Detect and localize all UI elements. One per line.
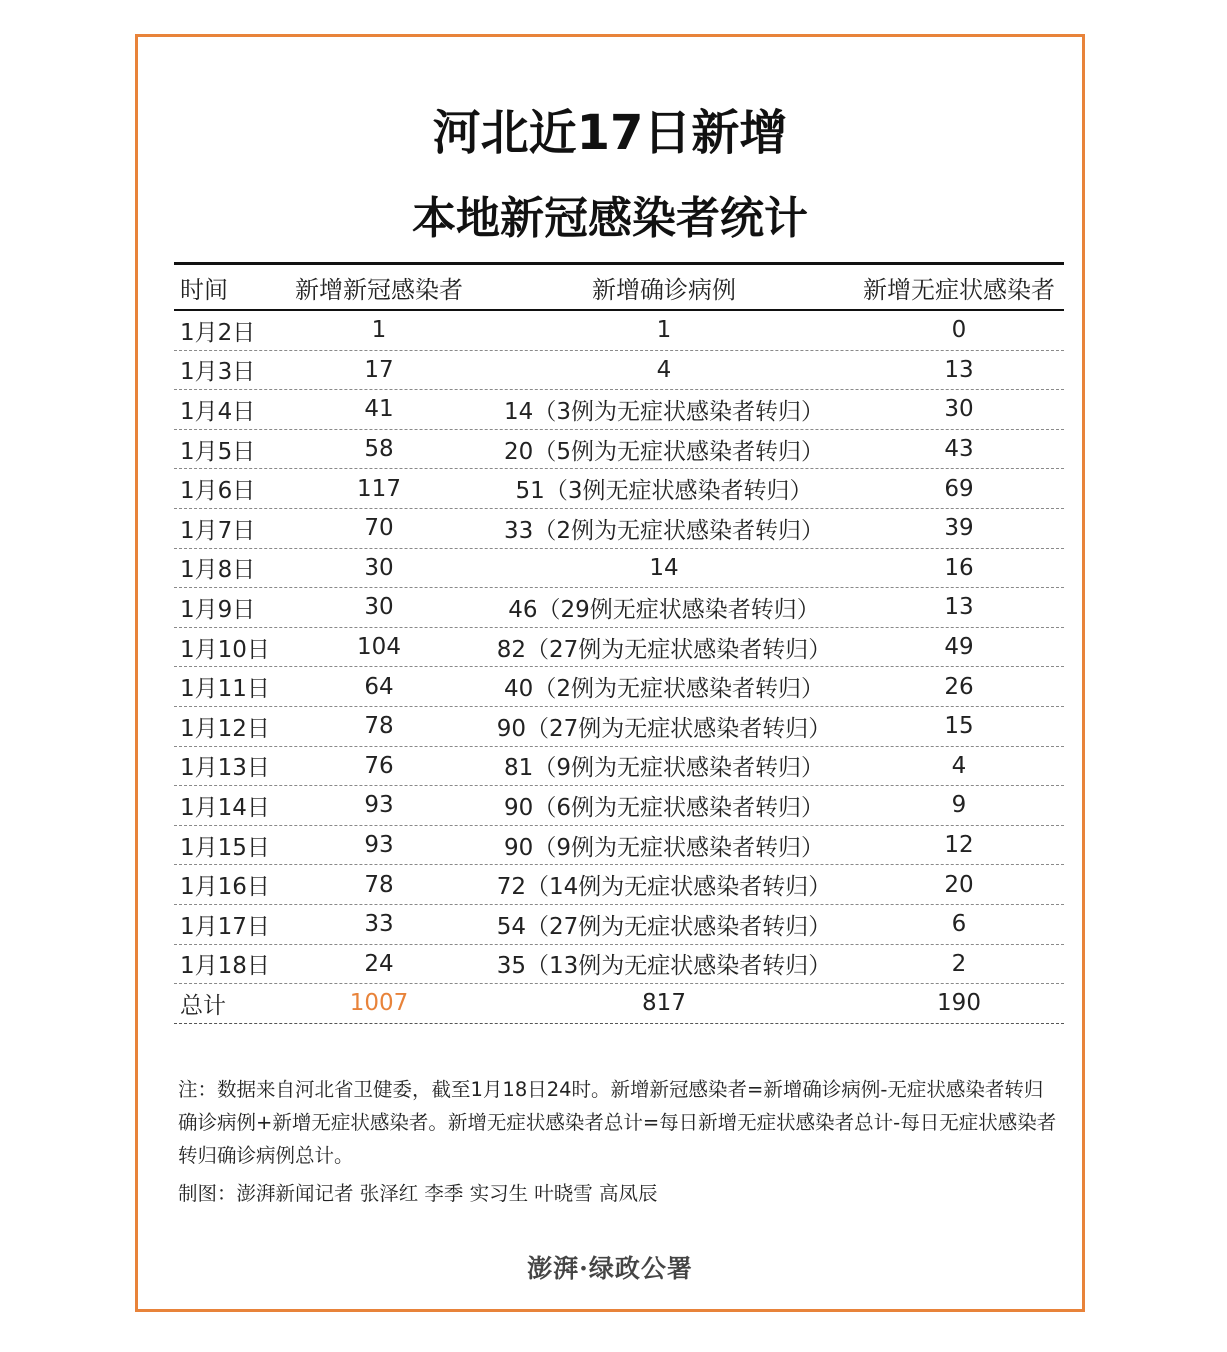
cell-confirmed: 90（27例为无症状感染者转归） [496, 715, 832, 742]
cell-infected: 41 [364, 396, 394, 423]
cell-confirmed: 81（9例为无症状感染者转归） [504, 755, 824, 782]
cell-confirmed: 35（13例为无症状感染者转归） [496, 953, 832, 980]
total-label: 总计 [180, 992, 226, 1019]
cell-date: 1月16日 [180, 874, 270, 901]
cell-infected: 1 [371, 317, 387, 344]
cell-date: 1月12日 [180, 715, 270, 742]
table-row [174, 628, 1064, 668]
cell-asymptomatic: 6 [951, 911, 967, 938]
table-row [174, 549, 1064, 589]
table-row [174, 351, 1064, 391]
cell-asymptomatic: 69 [944, 475, 974, 502]
cell-infected: 64 [364, 673, 394, 700]
cell-confirmed: 72（14例为无症状感染者转归） [496, 874, 832, 901]
cell-asymptomatic: 30 [944, 396, 974, 423]
header-date: 时间 [180, 275, 228, 304]
credit-line: 制图：澎湃新闻记者 张泽红 李季 实习生 叶晓雪 高凤辰 [178, 1182, 658, 1205]
total-confirmed: 817 [642, 990, 686, 1017]
cell-confirmed: 14 [649, 554, 679, 581]
cell-date: 1月5日 [180, 438, 256, 465]
header-asymptomatic: 新增无症状感染者 [863, 275, 1055, 304]
table-row [174, 509, 1064, 549]
table-row-total [174, 984, 1064, 1024]
cell-date: 1月9日 [180, 596, 256, 623]
cell-asymptomatic: 2 [951, 950, 967, 977]
cell-infected: 17 [364, 356, 394, 383]
cell-infected: 78 [364, 871, 394, 898]
cell-asymptomatic: 13 [944, 356, 974, 383]
table-row [174, 588, 1064, 628]
cell-asymptomatic: 20 [944, 871, 974, 898]
cell-infected: 93 [364, 792, 394, 819]
cell-confirmed: 4 [656, 356, 672, 383]
cell-confirmed: 51（3例无症状感染者转归） [515, 478, 813, 505]
cell-asymptomatic: 4 [951, 752, 967, 779]
stats-table [174, 262, 1064, 1024]
table-row [174, 311, 1064, 351]
cell-confirmed: 14（3例为无症状感染者转归） [504, 398, 824, 425]
cell-infected: 30 [364, 554, 394, 581]
cell-date: 1月7日 [180, 517, 256, 544]
infographic-frame [135, 34, 1085, 1312]
cell-infected: 104 [357, 634, 401, 661]
table-row [174, 905, 1064, 945]
cell-asymptomatic: 13 [944, 594, 974, 621]
cell-date: 1月8日 [180, 557, 256, 584]
cell-asymptomatic: 0 [951, 317, 967, 344]
footnote: 注：数据来自河北省卫健委，截至1月18日24时。新增新冠感染者=新增确诊病例-无症状感染者转归确诊病例+新增无症状感染者。新增无症状感染者总计=每日新增无症状感染者总计-每日无症状感染者转归确诊病例总计。 [178, 1078, 1057, 1167]
cell-infected: 24 [364, 950, 394, 977]
cell-date: 1月10日 [180, 636, 270, 663]
table-row [174, 430, 1064, 470]
cell-infected: 58 [364, 436, 394, 463]
cell-date: 1月15日 [180, 834, 270, 861]
cell-confirmed: 20（5例为无症状感染者转归） [504, 438, 824, 465]
total-infected: 1007 [349, 990, 409, 1017]
table-row [174, 667, 1064, 707]
cell-confirmed: 90（6例为无症状感染者转归） [504, 794, 824, 821]
cell-date: 1月18日 [180, 953, 270, 980]
cell-asymptomatic: 12 [944, 832, 974, 859]
cell-asymptomatic: 16 [944, 554, 974, 581]
table-row [174, 747, 1064, 787]
cell-confirmed: 1 [656, 317, 672, 344]
header-infected: 新增新冠感染者 [295, 275, 463, 304]
table-header [174, 262, 1064, 311]
cell-asymptomatic: 9 [951, 792, 967, 819]
cell-infected: 33 [364, 911, 394, 938]
cell-asymptomatic: 39 [944, 515, 974, 542]
table-row [174, 707, 1064, 747]
table-row [174, 469, 1064, 509]
table-row [174, 865, 1064, 905]
cell-date: 1月17日 [180, 913, 270, 940]
cell-confirmed: 90（9例为无症状感染者转归） [504, 834, 824, 861]
cell-infected: 30 [364, 594, 394, 621]
cell-date: 1月11日 [180, 676, 270, 703]
cell-date: 1月13日 [180, 755, 270, 782]
cell-asymptomatic: 15 [944, 713, 974, 740]
cell-date: 1月2日 [180, 319, 256, 346]
table-row [174, 945, 1064, 985]
cell-date: 1月3日 [180, 359, 256, 386]
publisher-logo: 澎湃·绿政公署 [527, 1254, 693, 1283]
header-confirmed: 新增确诊病例 [592, 275, 736, 304]
cell-infected: 117 [357, 475, 401, 502]
cell-date: 1月6日 [180, 478, 256, 505]
table-row [174, 786, 1064, 826]
table-row [174, 826, 1064, 866]
cell-infected: 76 [364, 752, 394, 779]
cell-date: 1月4日 [180, 398, 256, 425]
cell-asymptomatic: 49 [944, 634, 974, 661]
cell-infected: 78 [364, 713, 394, 740]
cell-confirmed: 82（27例为无症状感染者转归） [496, 636, 832, 663]
cell-infected: 93 [364, 832, 394, 859]
cell-asymptomatic: 26 [944, 673, 974, 700]
table-body [174, 311, 1064, 984]
total-asymptomatic: 190 [937, 990, 981, 1017]
cell-confirmed: 33（2例为无症状感染者转归） [504, 517, 824, 544]
title-line-1: 河北近17日新增 [432, 105, 788, 161]
cell-date: 1月14日 [180, 794, 270, 821]
cell-asymptomatic: 43 [944, 436, 974, 463]
cell-confirmed: 40（2例为无症状感染者转归） [504, 676, 824, 703]
cell-confirmed: 54（27例为无症状感染者转归） [496, 913, 832, 940]
cell-confirmed: 46（29例无症状感染者转归） [508, 596, 820, 623]
title-line-2: 本地新冠感染者统计 [412, 193, 808, 244]
table-row [174, 390, 1064, 430]
cell-infected: 70 [364, 515, 394, 542]
